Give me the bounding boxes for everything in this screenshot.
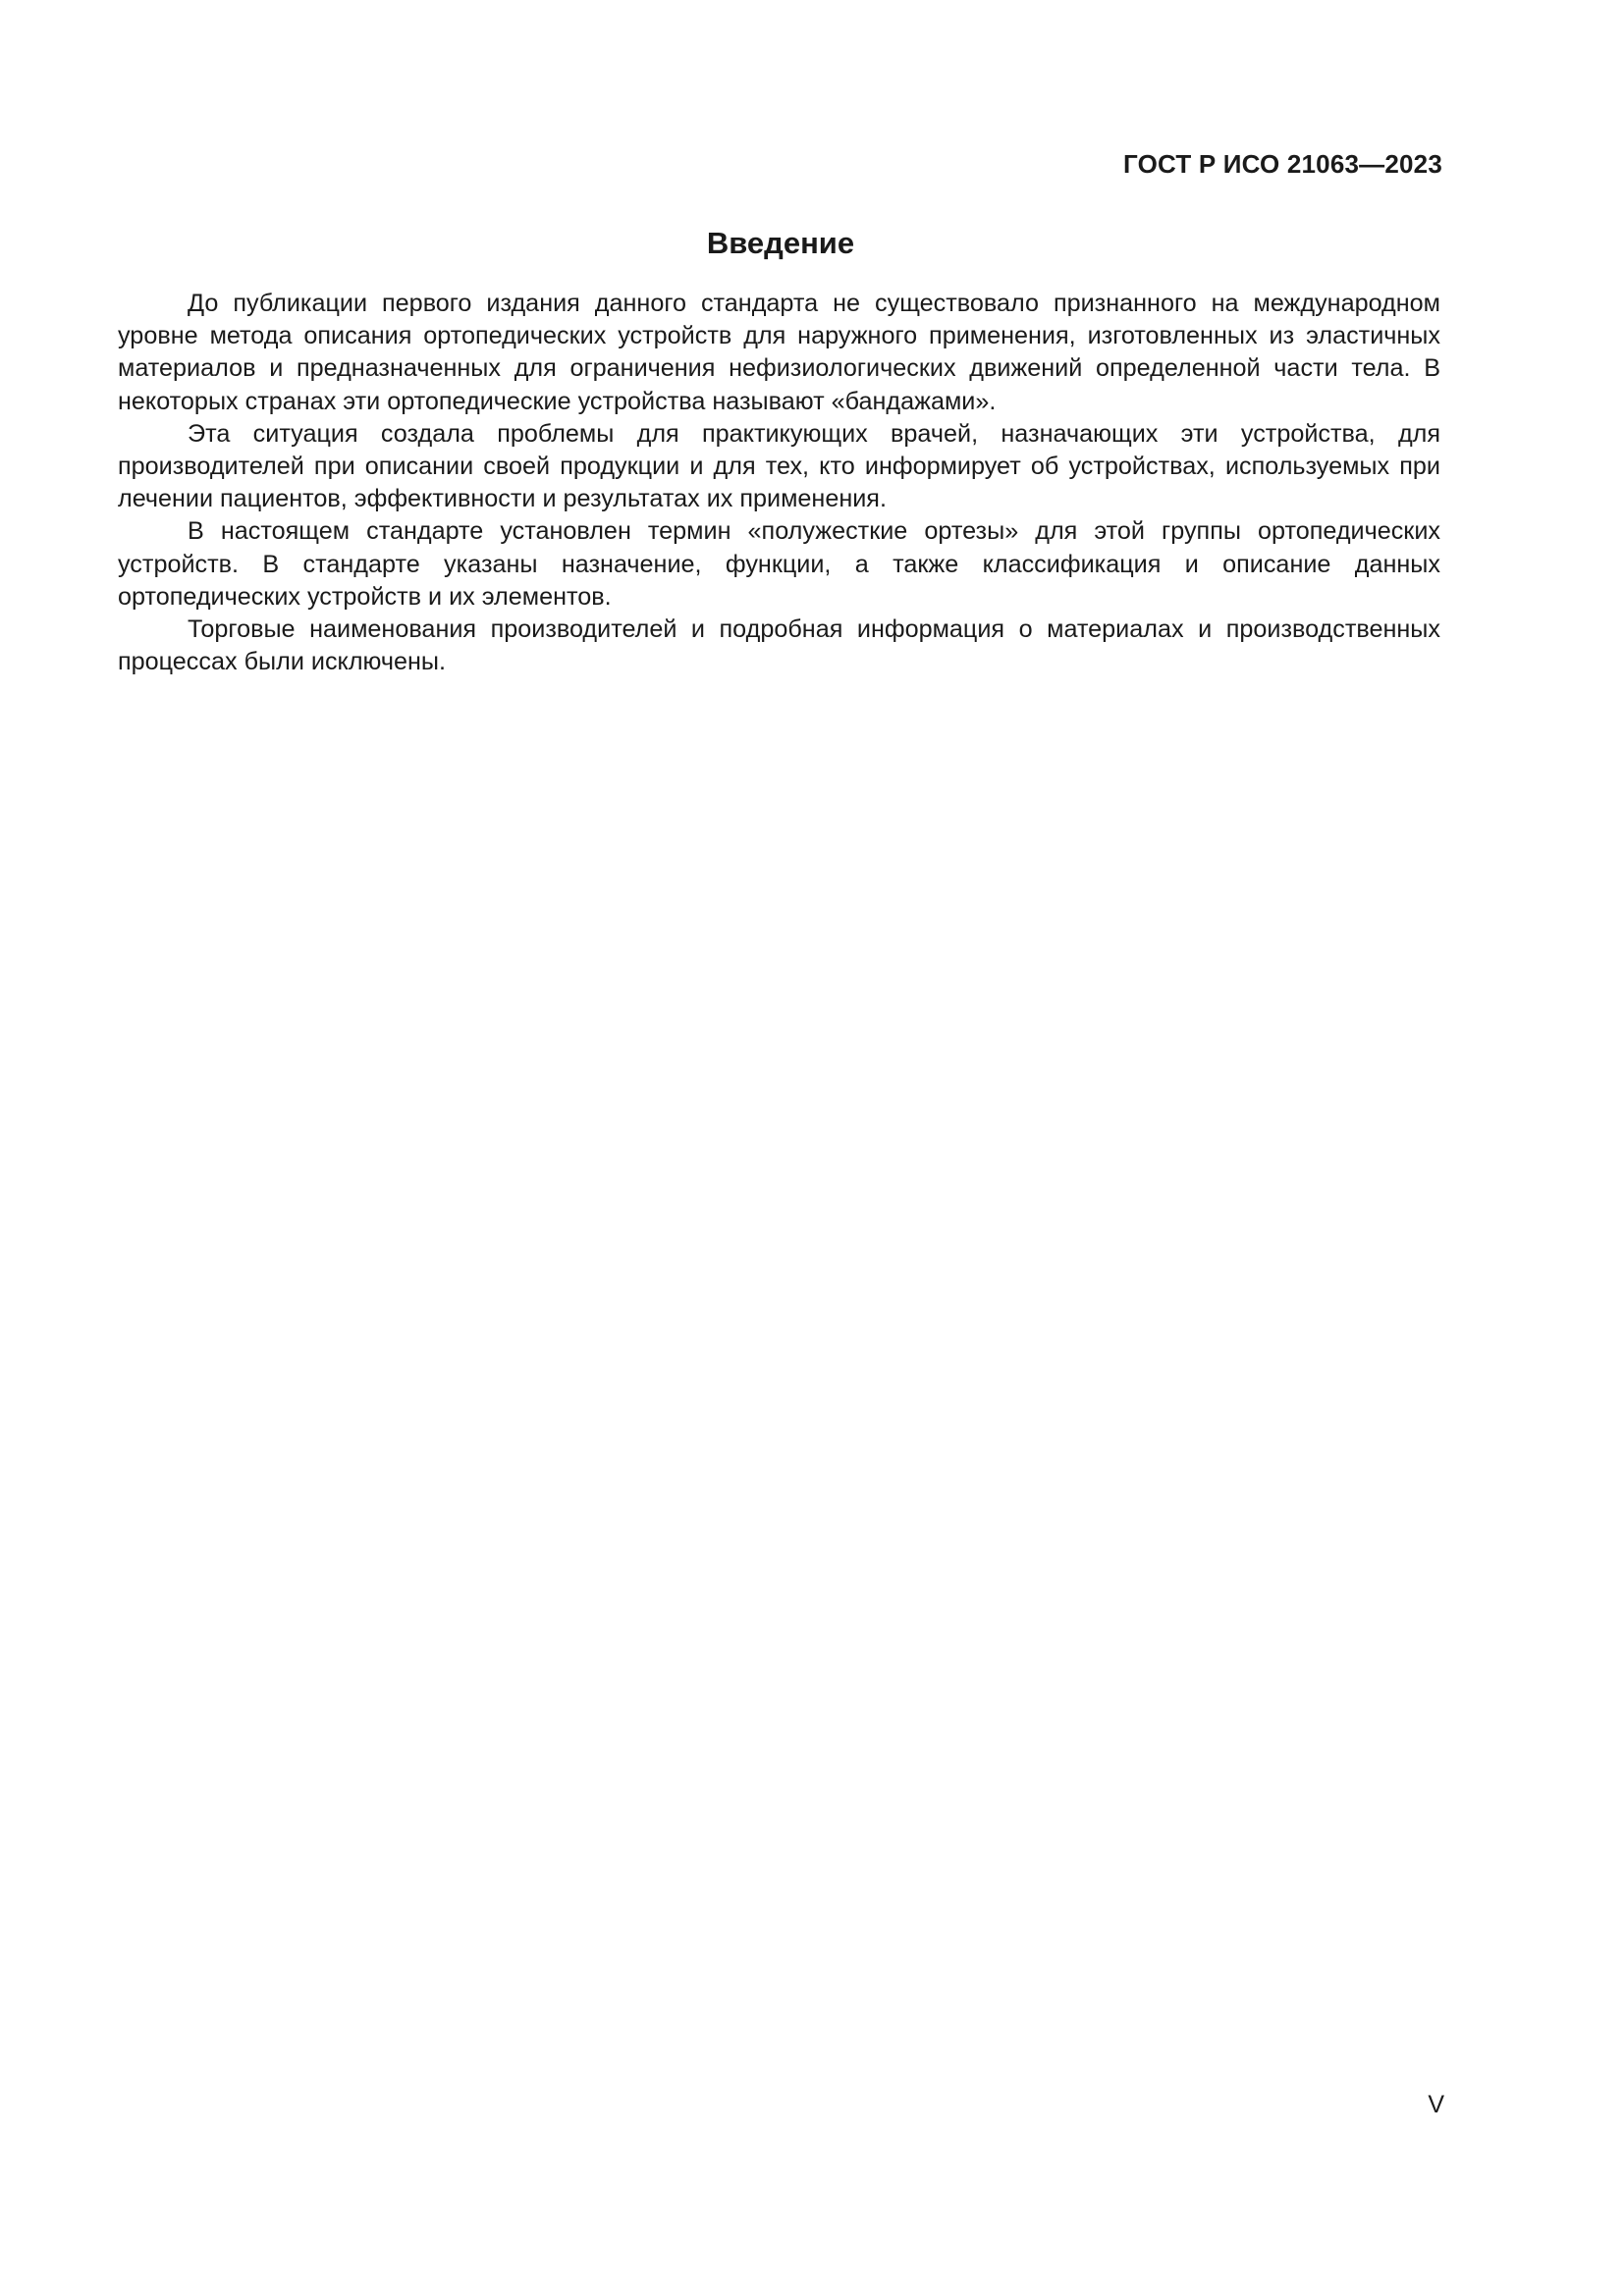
page-number: V	[1428, 2091, 1444, 2118]
document-code: ГОСТ Р ИСО 21063—2023	[1122, 149, 1442, 179]
paragraph-3: В настоящем стандарте установлен термин «полужесткие ортезы» для этой группы ортопедических устройств. В стандарте указаны назначение, функции, а также классификация и описание данных ортопедических устройств и их элементов.	[118, 517, 1440, 611]
paragraph-2: Эта ситуация создала проблемы для практикующих врачей, назначающих эти устройства, для производителей при описании своей продукции и для тех, кто информирует об устройствах, используемых при лечении пациентов, эффективности и результатах их применения.	[118, 419, 1440, 513]
section-title: Введение	[706, 226, 855, 260]
body-text	[118, 288, 1440, 678]
paragraph-4: Торговые наименования производителей и подробная информация о материалах и производственных процессах были исключены.	[118, 615, 1440, 676]
paragraph-1: До публикации первого издания данного стандарта не существовало признанного на международном уровне метода описания ортопедических устройств для наружного применения, изготовленных из эластичных материалов и предназначенных для ограничения нефизиологических движений определенной части тела. В некоторых странах эти ортопедические устройства называют «бандажами».	[118, 290, 1440, 415]
